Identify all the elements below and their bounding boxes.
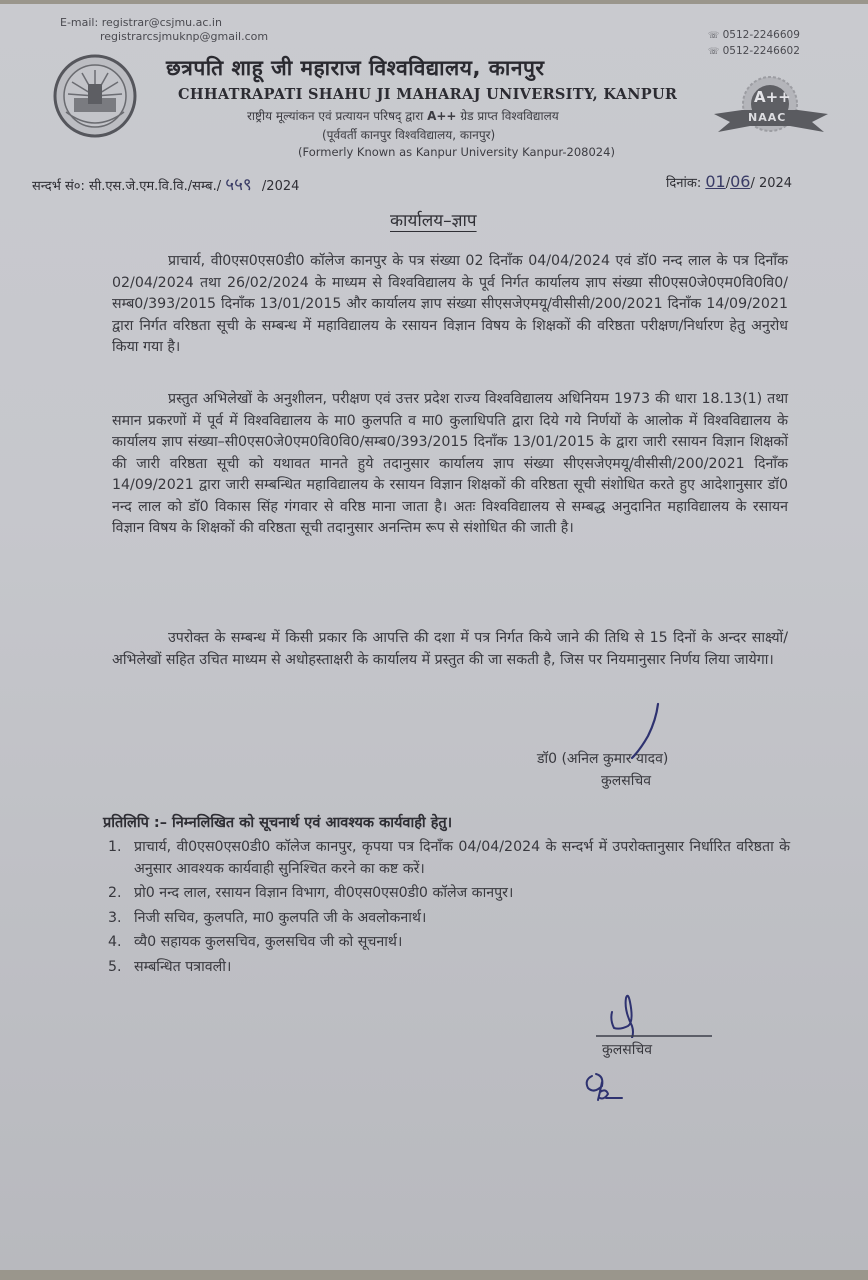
memo-title: कार्यालय–ज्ञाप <box>390 211 477 231</box>
naac-badge-icon <box>712 74 830 144</box>
accreditation-grade: A++ <box>427 109 457 123</box>
item-text: निजी सचिव, कुलपति, मा0 कुलपति जी के अवलोकनार्थ। <box>134 909 427 926</box>
reference-handwritten-number: ५५९ <box>225 175 252 195</box>
item-number: 1. <box>108 839 122 855</box>
phone-icon: ☏︎ <box>708 31 720 41</box>
item-text: प्रो0 नन्द लाल, रसायन विज्ञान विभाग, वी0एस0एस0डी0 कॉलेज कानपुर। <box>134 885 514 901</box>
phone-block <box>708 28 800 60</box>
accreditation-text-post: ग्रेड प्राप्त विश्वविद्यालय <box>460 109 559 123</box>
phone-number-1: 0512-2246609 <box>722 29 800 41</box>
copy-list-item <box>108 908 790 930</box>
naac-label: NAAC <box>748 111 787 124</box>
copy-heading: प्रतिलिपि :– निम्नलिखित को सूचनार्थ एवं आवश्यक कार्यवाही हेतु। <box>103 815 453 831</box>
item-number: 2. <box>108 885 122 901</box>
letter-page <box>0 4 868 1270</box>
naac-logo <box>712 74 830 144</box>
reference-label: सन्दर्भ सं० <box>32 179 81 194</box>
date-month: 06 <box>730 172 751 191</box>
reference-year: /2024 <box>261 179 300 194</box>
signatory-designation: कुलसचिव <box>601 773 652 789</box>
item-text: व्यै0 सहायक कुलसचिव, कुलसचिव जी को सूचनार्थ। <box>134 934 403 950</box>
item-number: 3. <box>108 909 122 926</box>
email-primary: registrar@csjmu.ac.in <box>101 16 222 29</box>
item-text: सम्बन्धित पत्रावली। <box>134 958 232 975</box>
email-block <box>60 16 268 44</box>
accreditation-text-pre: राष्ट्रीय मूल्यांकन एवं प्रत्यायन परिषद् द्वारा <box>247 109 424 123</box>
signature-initials-icon <box>594 990 724 1038</box>
paragraph-2-text: प्रस्तुत अभिलेखों के अनुशीलन, परीक्षण एवं उत्तर प्रदेश राज्य विश्वविद्यालय अधिनियम 1973 की धारा 18.13(1) तथा समान प्रकरणों में पूर्व में विश्वविद्यालय के मा0 कुलपति व मा0 कुलाधिपति द्वारा दिये गये निर्णयों के आलोक में विश्वविद्यालय के कार्यालय ज्ञाप संख्या–सी0एस0जे0एम0वि0वि0/सम्ब0/393/2015 दिनाँक 13/01/2015 के द्वारा जारी रसायन विज्ञान शिक्षकों की जारी वरिष्ठता सूची को यथावत मानते हुये तदानुसार कार्यालय ज्ञाप संख्या सीएसजेएमयू/वीसीसी/200/2021 दिनाँक 14/09/2021 द्वारा जारी सम्बन्धित महाविद्यालय के रसायन विज्ञान शिक्षकों की वरिष्ठता सूची संशोधित करते हुए आदेशानुसार डॉ0 नन्द लाल को डॉ0 विकास सिंह गंगवार से वरिष्ठ माना जाता है। अतः विश्वविद्यालय से सम्बद्ध अनुदानित महाविद्यालय के रसायन विज्ञान विषय के शिक्षकों की वरिष्ठता सूची तदानुसार अनन्तिम रूप से संशोधित की जाती है। <box>112 391 788 536</box>
signatory-name: डॉ0 (अनिल कुमार यादव) <box>537 751 669 767</box>
paragraph-2 <box>112 389 788 540</box>
paragraph-3-text: उपरोक्त के सम्बन्ध में किसी प्रकार कि आपत्ति की दशा में पत्र निर्गत किये जाने की तिथि से 15 दिनों के अन्दर साक्ष्यों/अभिलेखों सहित उचित माध्यम से अधोहस्ताक्षरी के कार्यालय में प्रस्तुत की जा सकती है, जिस पर नियमानुसार निर्णय लिया जायेगा। <box>112 630 788 668</box>
paragraph-1-text: प्राचार्य, वी0एस0एस0डी0 कॉलेज कानपुर के पत्र संख्या 02 दिनाँक 04/04/2024 एवं डॉ0 नन्द लाल के पत्र दिनाँक 02/04/2024 तथा 26/02/2024 के माध्यम से विश्वविद्यालय के पूर्व निर्गत कार्यालय ज्ञाप संख्या सी0एस0जे0एम0वि0वि0/सम्ब0/393/2015 दिनाँक 13/01/2015 और कार्यालय ज्ञाप संख्या सीएसजेएमयू/वीसीसी/200/2021 दिनाँक 14/09/2021 द्वारा निर्गत वरिष्ठता सूची के सम्बन्ध में महाविद्यालय के रसायन विज्ञान विषय के शिक्षकों की वरिष्ठता परीक्षण/निर्धारण हेतु अनुरोध किया गया है। <box>112 253 788 355</box>
item-number: 5. <box>108 958 122 975</box>
reference-prefix: सी.एस.जे.एम.वि.वि./सम्ब./ <box>89 179 222 194</box>
date-label: दिनांक: <box>666 176 702 191</box>
email-label: E-mail: <box>60 16 99 29</box>
university-seal-icon <box>52 54 138 138</box>
accreditation-line <box>247 107 559 124</box>
formerly-english: (Formerly Known as Kanpur University Kanpur-208024) <box>298 145 615 159</box>
item-number: 4. <box>108 934 122 950</box>
copy-list-item <box>108 837 790 880</box>
reference-date: दिनांक: 01/06/ 2024 <box>666 172 793 191</box>
date-day: 01 <box>705 172 726 191</box>
date-year: 2024 <box>758 176 793 191</box>
paragraph-3 <box>112 628 788 671</box>
copy-list-item <box>108 883 790 905</box>
initials-mark-icon <box>582 1066 628 1106</box>
fax-icon: ☏︎ <box>708 47 720 57</box>
copy-list-item <box>108 957 790 979</box>
university-name-english: CHHATRAPATI SHAHU JI MAHARAJ UNIVERSITY, KANPUR <box>178 86 678 103</box>
copy-list-item <box>108 932 790 954</box>
phone-number-2: 0512-2246602 <box>722 45 800 57</box>
paragraph-1 <box>112 251 788 359</box>
reference-number: सन्दर्भ सं०: सी.एस.जे.एम.वि.वि./सम्ब./ ५५९ /2024 <box>32 175 300 195</box>
copy-list <box>108 837 790 981</box>
formerly-hindi: (पूर्ववर्ती कानपुर विश्वविद्यालय, कानपुर) <box>322 128 496 142</box>
item-text: प्राचार्य, वी0एस0एस0डी0 कॉलेज कानपुर, कृपया पत्र दिनाँक 04/04/2024 के सन्दर्भ में उपरोक्तानुसार निर्धारित वरिष्ठता के अनुसार आवश्यक कार्यवाही सुनिश्चित करने का कष्ट करें। <box>134 839 790 877</box>
university-name-hindi: छत्रपति शाहू जी महाराज विश्वविद्यालय, कानपुर <box>166 56 545 80</box>
naac-grade: A++ <box>754 88 791 106</box>
copy-designation: कुलसचिव <box>602 1042 653 1058</box>
email-secondary: registrarcsjmuknp@gmail.com <box>100 30 269 43</box>
